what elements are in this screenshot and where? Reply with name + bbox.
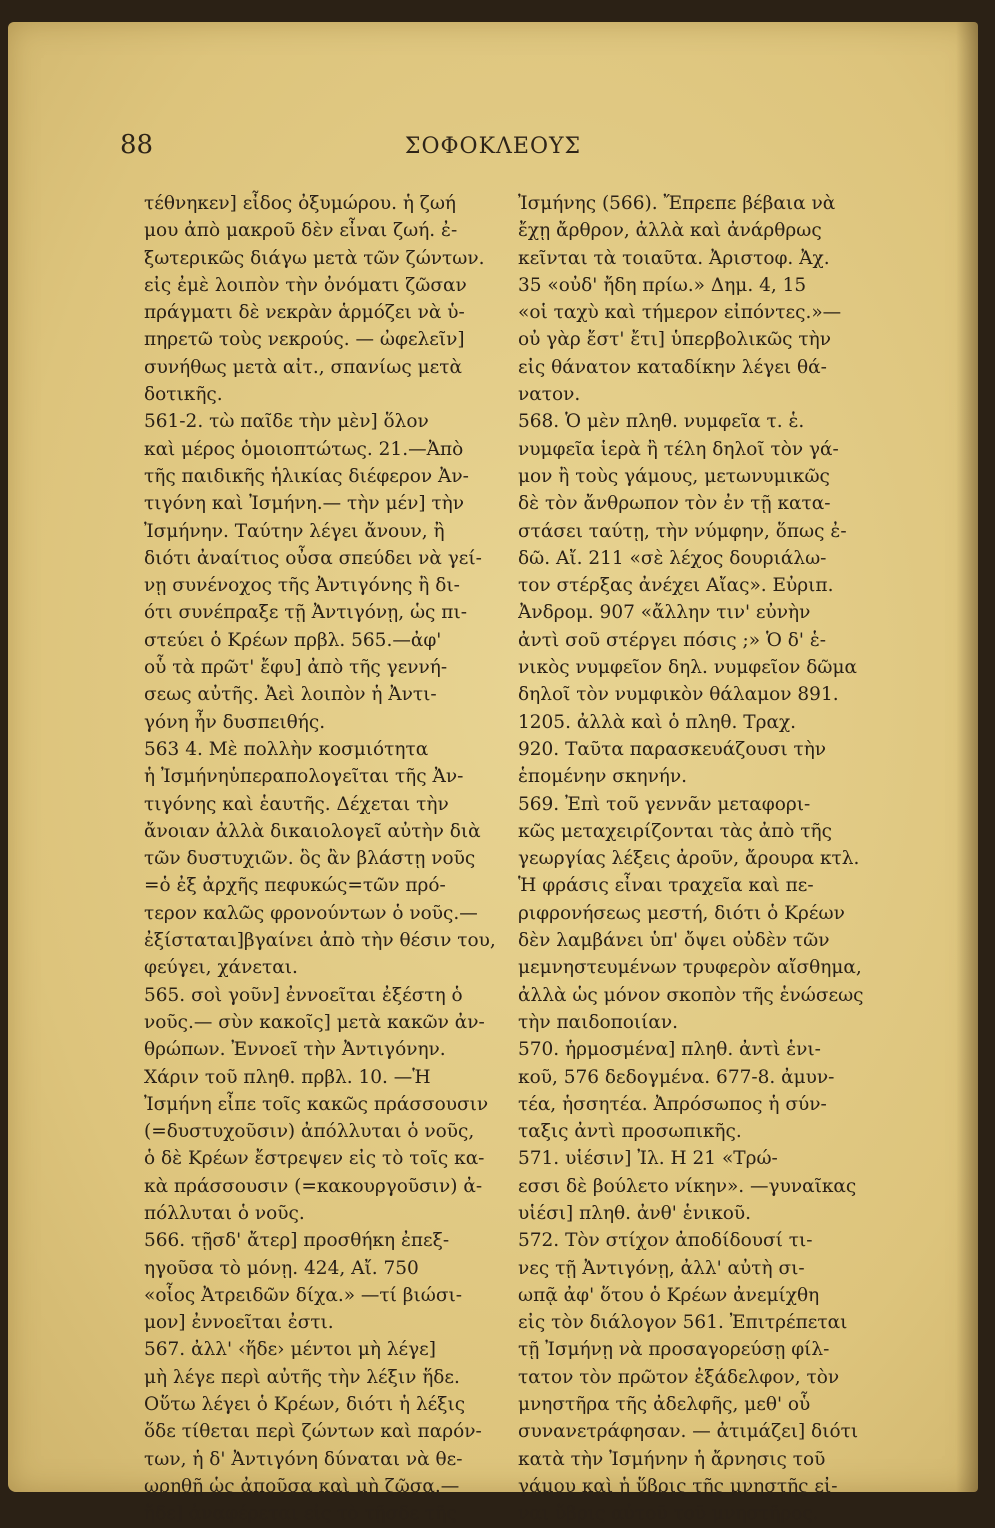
text-line: 572. Τὸν στίχον ἀποδίδουσί τι- xyxy=(518,1230,813,1252)
text-line: εἰς θάνατον καταδίκην λέγει θά- xyxy=(518,356,827,378)
text-line: τερον καλῶς φρονούντων ὁ νοῦς.— xyxy=(144,902,478,924)
text-line: ξωτερικῶς διάγω μετὰ τῶν ζώντων. xyxy=(144,247,485,269)
text-line: συνανετράφησαν. — ἀτιμάζει] διότι xyxy=(518,1421,859,1443)
text-line: Οὕτω λέγει ὁ Κρέων, διότι ἡ λέξις xyxy=(144,1394,466,1416)
text-line: ἥδε] ἀναφέρεται εἰς τὸ τῇσδε τῆς xyxy=(144,1503,457,1525)
text-line: μον ἢ τοὺς γάμους, μετωνυμικῶς xyxy=(518,465,830,487)
text-line: δηλοῖ τὸν νυμφικὸν θάλαμον 891. xyxy=(518,684,839,706)
text-line: δοτικῆς. xyxy=(144,384,223,406)
text-line: ταξις ἀντὶ προσωπικῆς. xyxy=(518,1121,742,1143)
text-line: κὰ πράσσουσιν (=κακουργοῦσιν) ἀ- xyxy=(144,1175,483,1197)
text-line: 920. Ταῦτα παρασκευάζουσι τὴν xyxy=(518,738,827,760)
text-line: τὴν παιδοποιίαν. xyxy=(518,1011,679,1033)
page-edge-shadow xyxy=(956,22,978,1492)
text-line: ναι ὕβρις αὐτοῦ τοῦ μνηστῆρος. xyxy=(518,1503,819,1525)
text-line: 35 «οὐδ' ἤδη πρίω.» Δημ. 4, 15 xyxy=(518,274,807,296)
text-line: 569. Ἐπὶ τοῦ γεννᾶν μεταφορι- xyxy=(518,793,811,815)
text-line: ἄνοιαν ἀλλὰ δικαιολογεῖ αὐτὴν διὰ xyxy=(144,820,481,842)
text-line: δὲν λαμβάνει ὑπ' ὄψει οὐδὲν τῶν xyxy=(518,930,830,952)
text-line: ἡ Ἰσμήνηὑπεραπολογεῖται τῆς Ἀν- xyxy=(144,766,464,788)
text-line: ἔχῃ ἄρθρον, ἀλλὰ καὶ ἀνάρθρως xyxy=(518,220,822,242)
text-line: 567. ἀλλ' ‹ἥδε› μέντοι μὴ λέγε] xyxy=(144,1339,436,1361)
text-line: υἱέσι] πληθ. ἀνθ' ἑνικοῦ. xyxy=(518,1202,752,1224)
text-line: νατον. xyxy=(518,384,581,406)
text-line: ωπᾷ ἀφ' ὅτου ὁ Κρέων ἀνεμίχθη xyxy=(518,1284,820,1306)
text-line: σεως αὐτῆς. Ἀεὶ λοιπὸν ἡ Ἀντι- xyxy=(144,684,437,706)
text-line: εἰς τὸν διάλογον 561. Ἐπιτρέπεται xyxy=(518,1312,848,1334)
text-line: 571. υἱέσιν] Ἰλ. Η 21 «Τρώ- xyxy=(518,1148,778,1170)
book-page xyxy=(8,22,978,1525)
text-line: (=δυστυχοῦσιν) ἀπόλλυται ὁ νοῦς, xyxy=(144,1121,475,1143)
text-line: Ἡ φράσις εἶναι τραχεῖα καὶ πε- xyxy=(518,875,814,897)
text-line: εσσι δὲ βούλετο νίκην». —γυναῖκας xyxy=(518,1175,857,1197)
text-line: Ἀνδρομ. 907 «ἄλλην τιν' εὐνὴν xyxy=(518,602,811,624)
text-line: γεωργίας λέξεις ἀροῦν, ἄρουρα κτλ. xyxy=(518,848,860,870)
text-line: 568. Ὁ μὲν πληθ. νυμφεῖα τ. ἑ. xyxy=(518,411,805,433)
text-line: «οἱ ταχὺ καὶ τήμερον εἰπόντες.»— xyxy=(518,302,842,324)
text-line: γάμου καὶ ἡ ὕβρις τῆς μνηστῆς εἰ- xyxy=(518,1475,838,1497)
text-line: μον] ἐννοεῖται ἐστι. xyxy=(144,1312,334,1334)
text-line: δὲ τὸν ἄνθρωπον τὸν ἐν τῇ κατα- xyxy=(518,493,831,515)
text-line: Χάριν τοῦ πληθ. πρβλ. 10. —Ἡ xyxy=(144,1066,431,1088)
left-column xyxy=(144,190,499,1528)
text-line: εἰς ἐμὲ λοιπὸν τὴν ὀνόματι ζῶσαν xyxy=(144,274,467,296)
text-line: ὁ δὲ Κρέων ἔστρεψεν εἰς τὸ τοῖς κα- xyxy=(144,1148,485,1170)
text-line: καὶ μέρος ὁμοιοπτώτως. 21.—Ἀπὸ xyxy=(144,438,464,460)
text-line: 565. σοὶ γοῦν] ἐννοεῖται ἐξέστη ὁ xyxy=(144,984,463,1006)
text-line: μου ἀπὸ μακροῦ δὲν εἶναι ζωή. ἐ- xyxy=(144,220,458,242)
text-line: ἐξίσταται]βγαίνει ἀπὸ τὴν θέσιν του, xyxy=(144,930,496,952)
text-line: ωρηθῇ ὡς ἀποῦσα καὶ μὴ ζῶσα.— xyxy=(144,1475,460,1497)
text-line: 1205. ἀλλὰ καὶ ὁ πληθ. Τραχ. xyxy=(518,711,797,733)
text-line: μεμνηστευμένων τρυφερὸν αἴσθημα, xyxy=(518,957,862,979)
text-line: τον στέρξας ἀνέχει Αἴας». Εὐριπ. xyxy=(518,575,834,597)
text-line: =ὁ ἐξ ἀρχῆς πεφυκώς=τῶν πρό- xyxy=(144,875,446,897)
text-line: ριφρονήσεως μεστή, διότι ὁ Κρέων xyxy=(518,902,845,924)
text-line: κῶς μεταχειρίζονται τὰς ἀπὸ τῆς xyxy=(518,820,832,842)
text-line: θρώπων. Ἐννοεῖ τὴν Ἀντιγόνην. xyxy=(144,1039,446,1061)
text-line: φεύγει, χάνεται. xyxy=(144,957,298,979)
text-line: των, ἡ δ' Ἀντιγόνη δύναται νὰ θε- xyxy=(144,1448,463,1470)
text-line: δῶ. Αἴ. 211 «σὲ λέχος δουριάλω- xyxy=(518,547,827,569)
text-line: Ἰσμήνην. Ταύτην λέγει ἄνουν, ἢ xyxy=(144,520,445,542)
page-number: 88 xyxy=(120,130,154,160)
text-line: τῇ Ἰσμήνῃ νὰ προσαγορεύσῃ φίλ- xyxy=(518,1339,830,1361)
text-line: πηρετῶ τοὺς νεκρούς. — ὠφελεῖν] xyxy=(144,329,465,351)
page-header xyxy=(8,130,978,180)
running-title: ΣΟΦΟΚΛΕΟΥΣ xyxy=(404,134,582,159)
text-line: τιγόνης καὶ ἑαυτῆς. Δέχεται τὴν xyxy=(144,793,449,815)
text-line: πράγματι δὲ νεκρὰν ἁρμόζει νὰ ὑ- xyxy=(144,302,465,324)
right-column xyxy=(518,190,886,1528)
text-line: τατον τὸν πρῶτον ἐξάδελφον, τὸν xyxy=(518,1366,840,1388)
text-line: ἀλλὰ ὡς μόνον σκοπὸν τῆς ἑνώσεως xyxy=(518,984,864,1006)
text-line: πόλλυται ὁ νοῦς. xyxy=(144,1202,305,1224)
text-line: συνήθως μετὰ αἰτ., σπανίως μετὰ xyxy=(144,356,462,378)
text-line: ὅδε τίθεται περὶ ζώντων καὶ παρόν- xyxy=(144,1421,482,1443)
text-line: κατὰ τὴν Ἰσμήνην ἡ ἄρνησις τοῦ xyxy=(518,1448,826,1470)
text-line: ἀντὶ σοῦ στέργει πόσις ;» Ὁ δ' ἑ- xyxy=(518,629,827,651)
text-line: νυμφεῖα ἱερὰ ἢ τέλη δηλοῖ τὸν γά- xyxy=(518,438,839,460)
text-line: ἑπομένην σκηνήν. xyxy=(518,766,688,788)
text-line: μὴ λέγε περὶ αὐτῆς τὴν λέξιν ἥδε. xyxy=(144,1366,460,1388)
text-line: Ἰσμήνη εἶπε τοῖς κακῶς πράσσουσιν xyxy=(144,1093,489,1115)
text-line: μνηστῆρα τῆς ἀδελφῆς, μεθ' οὗ xyxy=(518,1394,811,1416)
text-line: κοῦ, 576 δεδογμένα. 677-8. ἀμυν- xyxy=(518,1066,835,1088)
text-line: στεύει ὁ Κρέων πρβλ. 565.—ἀφ' xyxy=(144,629,442,651)
text-line: 566. τῇσδ' ἄτερ] προσθήκη ἐπεξ- xyxy=(144,1230,450,1252)
text-line: ηγοῦσα τὸ μόνῃ. 424, Αἴ. 750 xyxy=(144,1257,419,1279)
text-line: νῃ συνένοχος τῆς Ἀντιγόνης ἢ δι- xyxy=(144,575,460,597)
text-line: τιγόνη καὶ Ἰσμήνη.— τὴν μέν] τὴν xyxy=(144,493,465,515)
text-line: ότι συνέπραξε τῇ Ἀντιγόνῃ, ὡς πι- xyxy=(144,602,467,624)
text-line: οὐ γὰρ ἔστ' ἔτι] ὑπερβολικῶς τὴν xyxy=(518,329,831,351)
text-line: διότι ἀναίτιος οὖσα σπεύδει νὰ γεί- xyxy=(144,547,482,569)
text-line: τῶν δυστυχιῶν. ὃς ἂν βλάστῃ νοῦς xyxy=(144,848,476,870)
text-line: οὗ τὰ πρῶτ' ἔφυ] ἀπὸ τῆς γεννή- xyxy=(144,657,448,679)
text-line: στάσει ταύτῃ, τὴν νύμφην, ὅπως ἐ- xyxy=(518,520,847,542)
text-line: νοῦς.— σὺν κακοῖς] μετὰ κακῶν ἀν- xyxy=(144,1011,485,1033)
text-line: τέθνηκεν] εἶδος ὀξυμώρου. ἡ ζωή xyxy=(144,193,456,214)
text-line: τέα, ἡσσητέα. Ἀπρόσωπος ἡ σύν- xyxy=(518,1093,827,1115)
text-line: 563 4. Μὲ πολλὴν κοσμιότητα xyxy=(144,738,429,760)
text-line: γόνη ἦν δυσπειθής. xyxy=(144,711,326,733)
text-line: κεῖνται τὰ τοιαῦτα. Ἀριστοφ. Ἀχ. xyxy=(518,247,830,269)
text-line: Ἰσμήνης (566). Ἔπρεπε βέβαια νὰ xyxy=(518,193,836,214)
text-line: 561-2. τὼ παῖδε τὴν μὲν] ὅλον xyxy=(144,411,429,433)
text-line: «οἷος Ἀτρειδῶν δίχα.» —τί βιώσι- xyxy=(144,1284,462,1306)
text-line: νες τῇ Ἀντιγόνῃ, ἀλλ' αὐτὴ σι- xyxy=(518,1257,805,1279)
text-line: νικὸς νυμφεῖον δηλ. νυμφεῖον δῶμα xyxy=(518,657,858,679)
text-line: 570. ἡρμοσμένα] πληθ. ἀντὶ ἑνι- xyxy=(518,1039,821,1061)
text-line: τῆς παιδικῆς ἡλικίας διέφερον Ἀν- xyxy=(144,465,469,487)
